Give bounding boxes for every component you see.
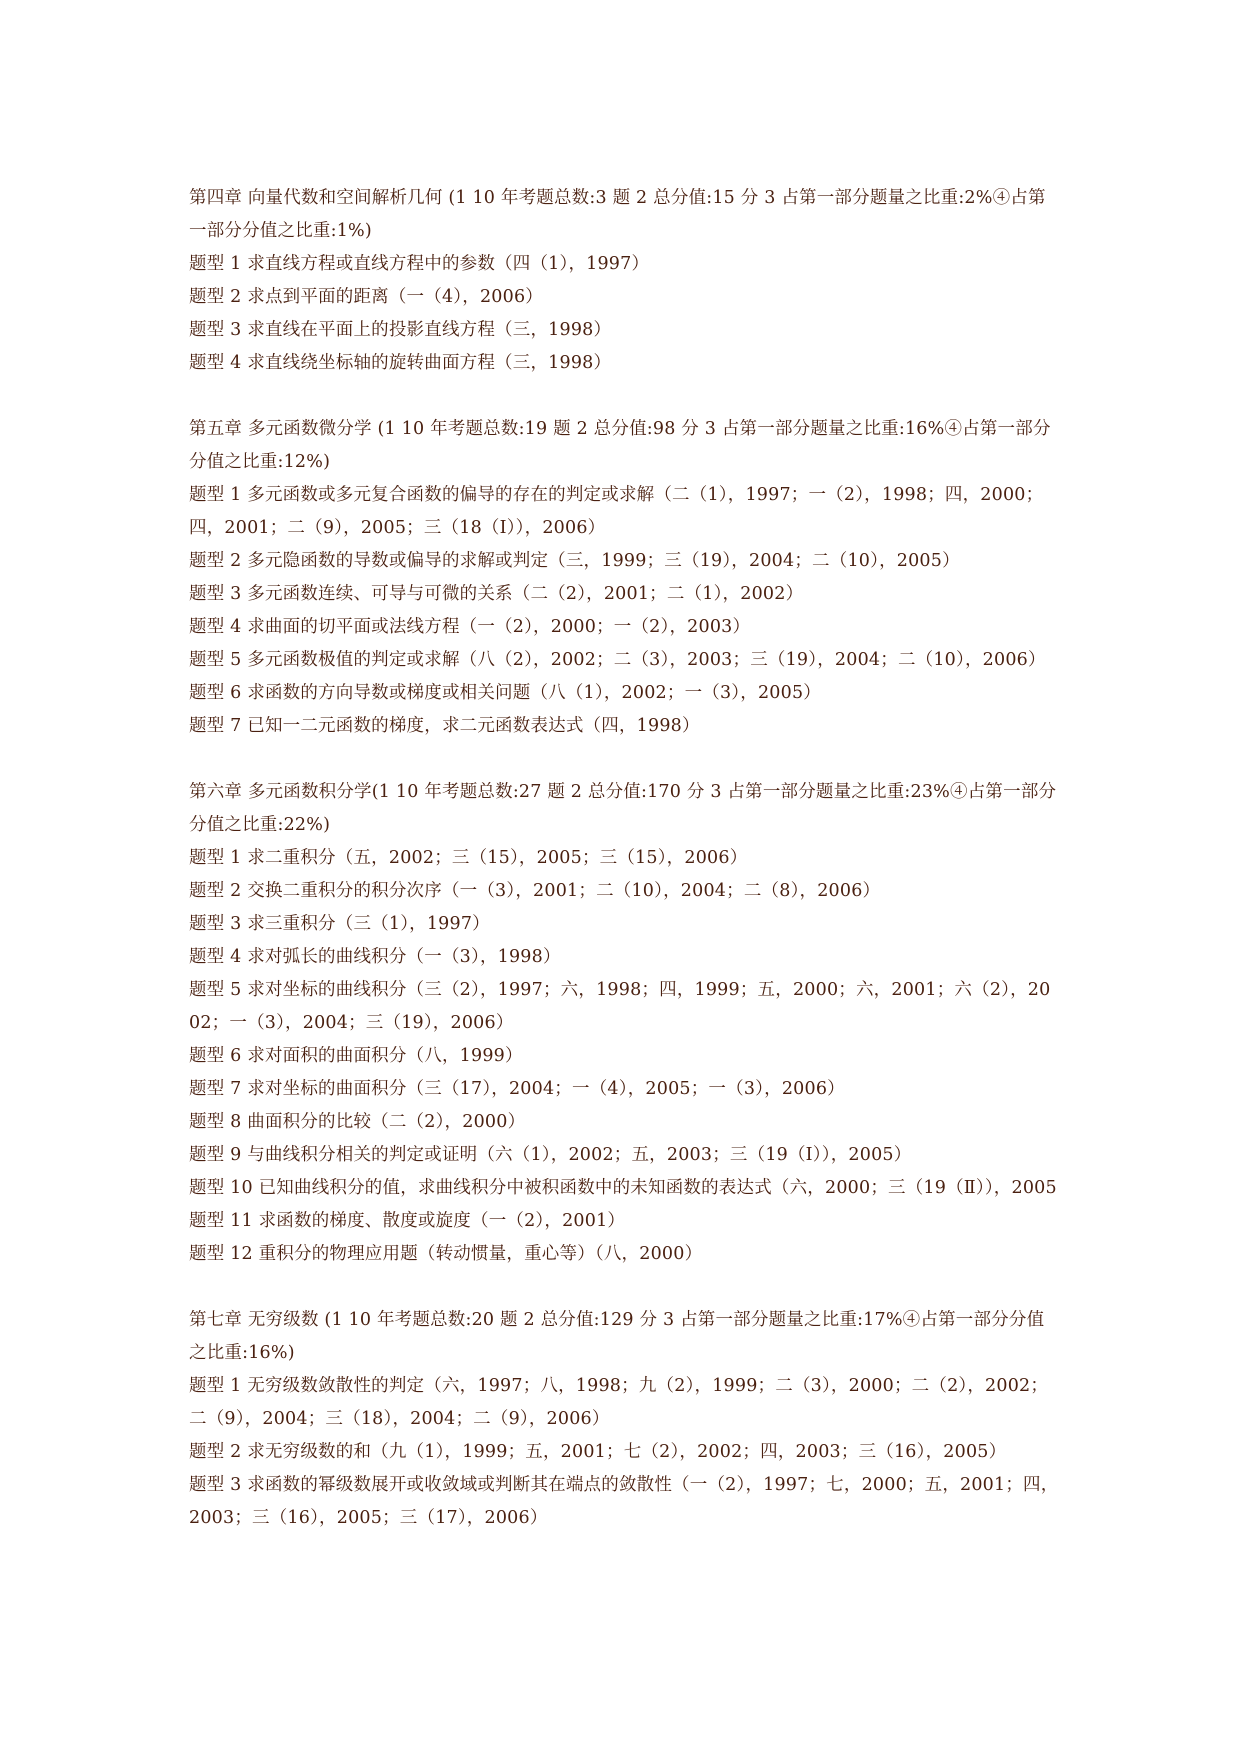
question-type-line: 题型 2 多元隐函数的导数或偏导的求解或判定（三，1999；三（19），2004；二（10），2005） [189, 551, 960, 571]
question-type-line: 题型 11 求函数的梯度、散度或旋度（一（2），2001） [189, 1211, 626, 1231]
question-type-line: 题型 3 求函数的幂级数展开或收敛域或判断其在端点的敛散性（一（2），1997；七，2000；五，2001；四，2003；三（16），2005；三（17），2006） [189, 1475, 1059, 1528]
chapter-6-section [189, 776, 1059, 1271]
chapter-7-heading: 第七章 无穷级数 (1 10 年考题总数:20 题 2 总分值:129 分 3 占第一部分题量之比重:17%④占第一部分分值之比重:16%) [189, 1310, 1045, 1363]
question-type-line: 题型 4 求直线绕坐标轴的旋转曲面方程（三，1998） [189, 353, 612, 373]
question-type-line: 题型 7 已知一二元函数的梯度，求二元函数表达式（四，1998） [189, 716, 700, 736]
question-type-line: 题型 10 已知曲线积分的值，求曲线积分中被积函数中的未知函数的表达式（六，2000；三（19（Ⅱ）），2005 [189, 1178, 1057, 1198]
question-type-line: 题型 8 曲面积分的比较（二（2），2000） [189, 1112, 526, 1132]
chapter-7-section [189, 1304, 1059, 1535]
question-type-line: 题型 1 求直线方程或直线方程中的参数（四（1），1997） [189, 254, 650, 274]
chapter-6-heading: 第六章 多元函数积分学(1 10 年考题总数:27 题 2 总分值:170 分 3 占第一部分题量之比重:23%④占第一部分分值之比重:22%) [189, 782, 1057, 835]
question-type-line: 题型 2 求点到平面的距离（一（4），2006） [189, 287, 543, 307]
question-type-line: 题型 2 求无穷级数的和（九（1），1999；五，2001；七（2），2002；四，2003；三（16），2005） [189, 1442, 1007, 1462]
question-type-line: 题型 12 重积分的物理应用题（转动惯量，重心等）（八，2000） [189, 1244, 703, 1264]
question-type-line: 题型 7 求对坐标的曲面积分（三（17），2004；一（4），2005；一（3），2006） [189, 1079, 845, 1099]
question-type-line: 题型 1 多元函数或多元复合函数的偏导的存在的判定或求解（二（1），1997；一（2），1998；四，2000；四，2001；二（9），2005；三（18（Ⅰ）），2006） [189, 485, 1044, 538]
question-type-line: 题型 4 求曲面的切平面或法线方程（一（2），2000；一（2），2003） [189, 617, 751, 637]
question-type-line: 题型 9 与曲线积分相关的判定或证明（六（1），2002；五，2003；三（19（Ⅰ）），2005） [189, 1145, 912, 1165]
question-type-line: 题型 5 多元函数极值的判定或求解（八（2），2002；二（3），2003；三（19），2004；二（10），2006） [189, 650, 1046, 670]
question-type-line: 题型 3 求直线在平面上的投影直线方程（三，1998） [189, 320, 612, 340]
chapter-4-heading: 第四章 向量代数和空间解析几何 (1 10 年考题总数:3 题 2 总分值:15 分 3 占第一部分题量之比重:2%④占第一部分分值之比重:1%) [189, 188, 1046, 241]
chapter-5-section [189, 413, 1059, 743]
question-type-line: 题型 6 求函数的方向导数或梯度或相关问题（八（1），2002；一（3），2005） [189, 683, 821, 703]
question-type-line: 题型 4 求对弧长的曲线积分（一（3），1998） [189, 947, 561, 967]
chapter-4-section [189, 182, 1059, 380]
question-type-line: 题型 1 无穷级数敛散性的判定（六，1997；八，1998；九（2），1999；二（3），2000；二（2），2002；二（9），2004；三（18），2004；二（9），2006） [189, 1376, 1049, 1429]
question-type-line: 题型 3 多元函数连续、可导与可微的关系（二（2），2001；二（1），2002） [189, 584, 804, 604]
question-type-line: 题型 1 求二重积分（五，2002；三（15），2005；三（15），2006） [189, 848, 748, 868]
question-type-line: 题型 2 交换二重积分的积分次序（一（3），2001；二（10），2004；二（8），2006） [189, 881, 881, 901]
question-type-line: 题型 3 求三重积分（三（1），1997） [189, 914, 490, 934]
question-type-line: 题型 6 求对面积的曲面积分（八，1999） [189, 1046, 523, 1066]
question-type-line: 题型 5 求对坐标的曲线积分（三（2），1997；六，1998；四，1999；五，2000；六，2001；六（2），2002；一（3），2004；三（19），2006） [189, 980, 1051, 1033]
document-page [189, 182, 1059, 1568]
chapter-5-heading: 第五章 多元函数微分学 (1 10 年考题总数:19 题 2 总分值:98 分 3 占第一部分题量之比重:16%④占第一部分分值之比重:12%) [189, 419, 1051, 472]
